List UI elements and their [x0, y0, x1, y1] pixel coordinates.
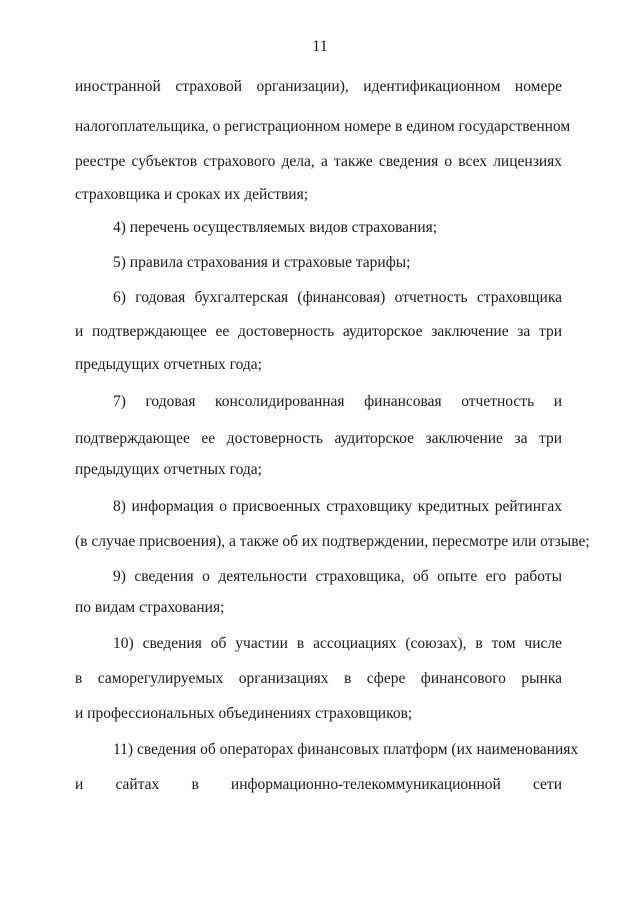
text-line: подтверждающее ее достоверность аудиторское заключение за три [75, 430, 562, 447]
text-line: (в случае присвоения), а также об их подтверждении, пересмотре или отзыве; [75, 533, 590, 550]
list-item-7: 7) годовая консолидированная финансовая отчетность и [113, 393, 562, 410]
text-line: и подтверждающее ее достоверность аудиторское заключение за три [75, 323, 562, 340]
text-line: иностранной страховой организации), идентификационном номере [75, 78, 562, 95]
list-item-6: 6) годовая бухгалтерская (финансовая) отчетность страховщика [113, 289, 562, 306]
list-item-10: 10) сведения об участии в ассоциациях (союзах), в том числе [113, 635, 562, 652]
list-item-4: 4) перечень осуществляемых видов страхования; [113, 219, 438, 236]
list-item-8: 8) информация о присвоенных страховщику кредитных рейтингах [113, 498, 562, 515]
list-item-11: 11) сведения об операторах финансовых платформ (их наименованиях [113, 741, 579, 758]
list-item-5: 5) правила страхования и страховые тарифы; [113, 254, 411, 271]
list-item-9: 9) сведения о деятельности страховщика, об опыте его работы [113, 568, 562, 585]
text-line: реестре субъектов страхового дела, а также сведения о всех лицензиях [75, 153, 562, 170]
text-line: и профессиональных объединениях страховщиков; [75, 705, 413, 722]
page-number: 11 [312, 38, 328, 55]
text-line: по видам страхования; [75, 599, 225, 616]
text-line: страховщика и сроках их действия; [75, 186, 309, 203]
text-line: предыдущих отчетных года; [75, 461, 262, 478]
text-line: налогоплательщика, о регистрационном номере в едином государственном [75, 118, 571, 135]
text-line: и сайтах в информационно-телекоммуникационной сети [75, 776, 562, 793]
text-line: предыдущих отчетных года; [75, 356, 262, 373]
text-line: в саморегулируемых организациях в сфере финансового рынка [75, 670, 562, 687]
